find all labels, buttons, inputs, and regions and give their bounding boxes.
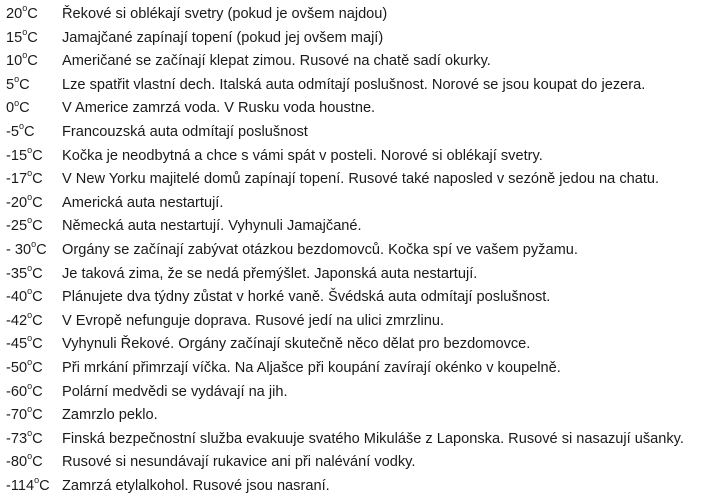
degree-sign: o [18,121,24,132]
list-item [0,333,720,357]
temperature: -73$^o$C [6,427,43,447]
temperature: -40$^o$C [6,286,43,306]
temperature: -42$^o$C [6,309,43,329]
temperature: -5$^o$C [6,121,35,140]
temperature: -80$^o$C [6,451,43,471]
description: V Evropě nefunguje doprava. Rusové jedí na ulici zmrzlinu. [62,312,445,329]
description: Američané se začínají klepat zimou. Rusové na chatě sadí okurky. [62,53,491,70]
temperature: -50$^o$C [6,357,43,376]
temperature: 10$^o$C [6,50,38,70]
degree-sign: o [22,26,28,37]
temperature: 0$^o$C [6,97,30,117]
description: Plánujete dva týdny zůstat v horké vaně. Švédská auta odmítají poslušnost. [62,289,551,306]
list-item [0,239,720,263]
description: Při mrkání přimrzají víčka. Na Aljašce při koupání zavírají okénko v koupelně. [62,359,561,376]
degree-sign: o [27,262,33,273]
list-item [0,50,720,74]
degree-sign: o [22,3,28,14]
temperature: -60$^o$C [6,380,43,400]
list-item [0,145,720,169]
degree-sign: o [27,309,33,320]
temperature: -114$^o$C [6,475,50,494]
list-item [0,263,720,287]
description: Zamrzá etylalkohol. Rusové jsou nasraní. [62,477,330,494]
description: V New Yorku majitelé domů zapínají topení. Rusové také naposled v sezóně jedou na chatu. [62,171,660,188]
list-item [0,168,720,192]
description: Rusové si nesundávají rukavice ani při nalévání vodky. [62,454,416,471]
list-item [0,451,720,475]
degree-sign: o [14,73,20,84]
list-item [0,97,720,121]
degree-sign: o [27,215,33,226]
list-item [0,286,720,310]
temperature: 15$^o$C [6,26,38,46]
description: Polární medvědi se vydávají na jih. [62,383,288,400]
list-item [0,310,720,334]
description: Je taková zima, že se nedá přemýšlet. Japonská auta nestartují. [62,265,478,282]
temperature: 20$^o$C [6,3,38,22]
temperature: - 30$^o$C [6,239,47,258]
degree-sign: o [22,50,28,61]
description: Zamrzlo peklo. [62,407,158,424]
temperature: -35$^o$C [6,262,43,282]
degree-sign: o [27,404,33,415]
list-item [0,475,720,499]
description: Kočka je neodbytná a chce s vámi spát v posteli. Norové si oblékají svetry. [62,147,543,164]
temperature: -15$^o$C [6,144,43,164]
degree-sign: o [34,475,40,486]
degree-sign: o [27,191,33,202]
list-item [0,74,720,98]
list-item [0,3,720,27]
list-item [0,357,720,381]
list-item [0,27,720,51]
description: Francouzská auta odmítají poslušnost [62,123,308,140]
list-item [0,381,720,405]
temperature: -25$^o$C [6,215,43,235]
description: Lze spatřit vlastní dech. Italská auta odmítají poslušnost. Norové se jsou koupat do jezera. [62,76,646,93]
temperature: -45$^o$C [6,333,43,353]
temperature: -17$^o$C [6,168,43,188]
list-item [0,404,720,428]
degree-sign: o [27,451,33,462]
list-item [0,192,720,216]
temperature: 5$^o$C [6,73,30,93]
list-item [0,215,720,239]
description: V Americe zamrzá voda. V Rusku voda houstne. [62,100,376,117]
description: Orgány se začínají zabývat otázkou bezdomovců. Kočka spí ve vašem pyžamu. [62,241,578,258]
degree-sign: o [27,333,33,344]
description: Finská bezpečnostní služba evakuuje svatého Mikuláše z Laponska. Rusové si nasazují ušanky. [62,430,684,447]
degree-sign: o [27,380,33,391]
list-item [0,428,720,452]
degree-sign: o [31,239,37,250]
degree-sign: o [27,168,33,179]
degree-sign: o [27,357,33,368]
description: Americká auta nestartují. [62,194,224,211]
degree-sign: o [27,286,33,297]
description: Německá auta nestartují. Vyhynuli Jamajčané. [62,218,362,235]
description: Jamajčané zapínají topení (pokud jej ovšem mají) [62,29,384,46]
degree-sign: o [14,97,20,108]
temperature: -70$^o$C [6,404,43,424]
temperature: -20$^o$C [6,191,43,211]
degree-sign: o [27,427,33,438]
list-item [0,121,720,145]
degree-sign: o [27,144,33,155]
description: Řekové si oblékají svetry (pokud je ovšem najdou) [62,6,388,22]
description: Vyhynuli Řekové. Orgány začínají skutečně něco dělat pro bezdomovce. [62,336,531,353]
